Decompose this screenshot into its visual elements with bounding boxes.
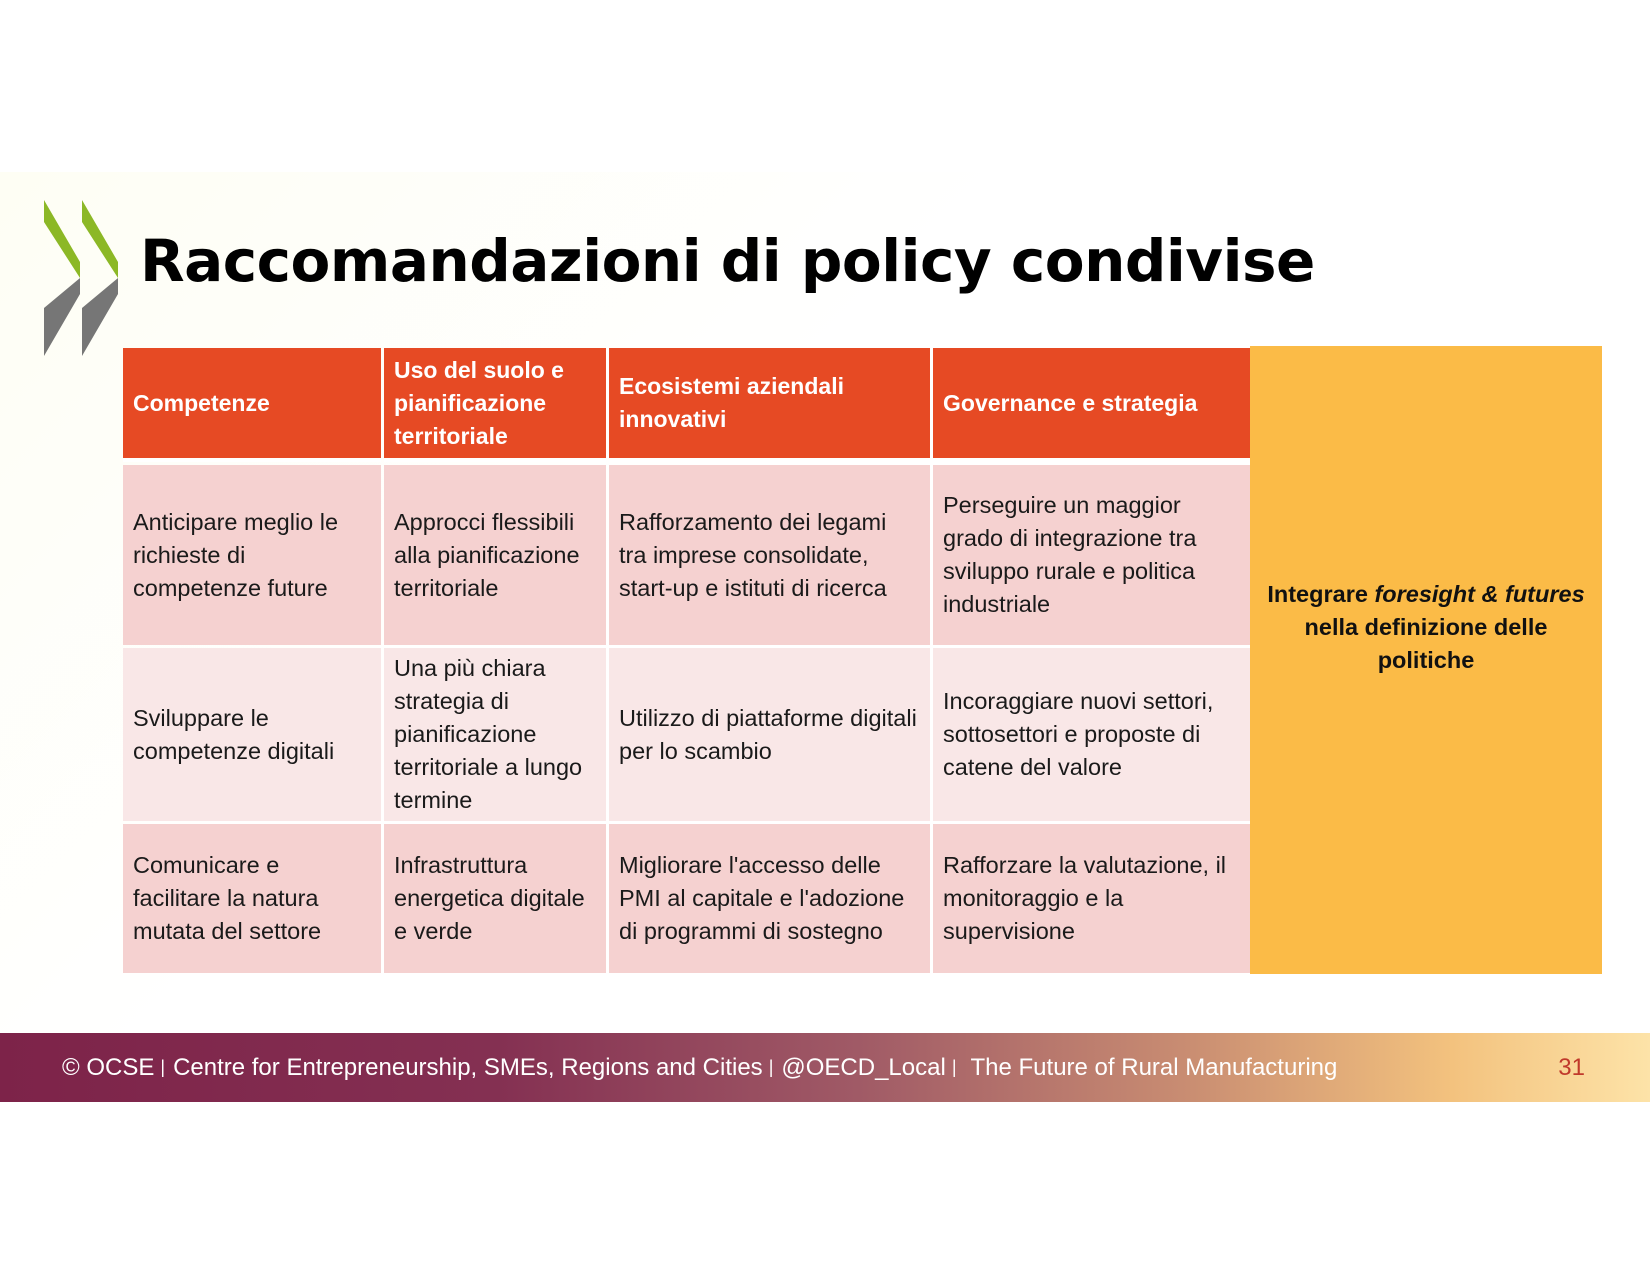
foresight-panel	[1250, 346, 1602, 974]
panel-text-prefix: Integrare	[1267, 581, 1375, 607]
table-header-row	[123, 348, 1251, 462]
table-cell: Anticipare meglio le richieste di competenze future	[123, 465, 381, 645]
table-cell: Perseguire un maggior grado di integrazione tra sviluppo rurale e politica industriale	[933, 465, 1251, 645]
table-cell: Sviluppare le competenze digitali	[123, 648, 381, 821]
footer-separator: |	[768, 1057, 774, 1077]
column-header: Competenze	[123, 348, 381, 462]
footer-handle: @OECD_Local	[781, 1053, 946, 1081]
footer-separator: |	[160, 1057, 166, 1077]
table-row	[123, 648, 1251, 821]
table-cell: Infrastruttura energetica digitale e verde	[384, 824, 606, 973]
footer-separator: |	[951, 1057, 957, 1077]
column-header: Uso del suolo e pianificazione territoriale	[384, 348, 606, 462]
footer-credits	[62, 1033, 1337, 1102]
panel-text-foresight: foresight	[1374, 581, 1475, 607]
table-cell: Migliorare l'accesso delle PMI al capitale e l'adozione di programmi di sostegno	[609, 824, 930, 973]
table-cell: Rafforzare la valutazione, il monitoraggio e la supervisione	[933, 824, 1251, 973]
table-cell: Una più chiara strategia di pianificazione territoriale a lungo termine	[384, 648, 606, 821]
table-cell: Rafforzamento dei legami tra imprese consolidate, start-up e istituti di ricerca	[609, 465, 930, 645]
footer-org: © OCSE	[62, 1053, 155, 1081]
table-cell: Approcci flessibili alla pianificazione territoriale	[384, 465, 606, 645]
page-title: Raccomandazioni di policy condivise	[140, 227, 1315, 295]
panel-text-suffix: nella definizione delle politiche	[1304, 614, 1548, 673]
foresight-panel-text	[1250, 578, 1602, 677]
footer-report-title: The Future of Rural Manufacturing	[970, 1053, 1338, 1081]
footer-bar	[0, 1033, 1650, 1102]
oecd-chevron-logo-icon	[44, 200, 126, 362]
panel-text-futures: futures	[1505, 581, 1585, 607]
panel-text-amp: &	[1474, 581, 1505, 607]
table-cell: Comunicare e facilitare la natura mutata del settore	[123, 824, 381, 973]
table-cell: Utilizzo di piattaforme digitali per lo scambio	[609, 648, 930, 821]
column-header: Ecosistemi aziendali innovativi	[609, 348, 930, 462]
column-header: Governance e strategia	[933, 348, 1251, 462]
table-row	[123, 824, 1251, 973]
policy-table	[120, 345, 1254, 976]
page-number: 31	[1558, 1053, 1585, 1081]
footer-centre: Centre for Entrepreneurship, SMEs, Regions and Cities	[173, 1053, 763, 1081]
table-row	[123, 465, 1251, 645]
table-cell: Incoraggiare nuovi settori, sottosettori e proposte di catene del valore	[933, 648, 1251, 821]
